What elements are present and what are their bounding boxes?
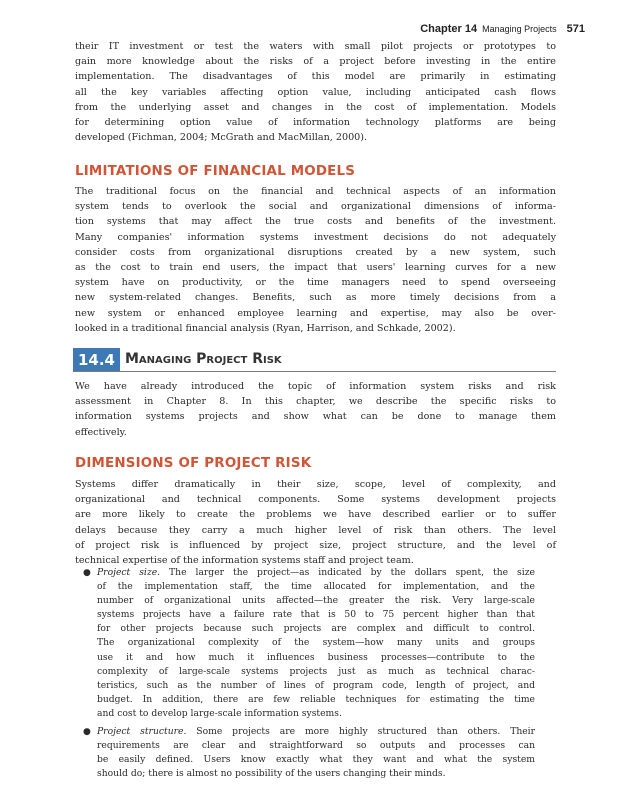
chapter-title: Managing Projects bbox=[482, 24, 557, 34]
text-line: their IT investment or test the waters with small pilot projects or prototypes to bbox=[75, 41, 556, 52]
text-line: system have on productivity, or the time managers need to spend overseeing bbox=[75, 277, 556, 289]
paragraph-limitations bbox=[75, 184, 556, 336]
bullet-lead: Project structure. bbox=[97, 726, 187, 738]
text-line: number of organizational units affected—the greater the risk. Very large-scale bbox=[97, 595, 535, 607]
text-line: teristics, such as the number of lines of program code, length of project, and bbox=[97, 679, 535, 691]
bullet-icon: ● bbox=[83, 568, 91, 578]
paragraph-section-intro bbox=[75, 379, 556, 440]
section-title: Managing Project Risk bbox=[125, 351, 282, 367]
text-line: budget. In addition, there are few reliable techniques for estimating the time bbox=[97, 693, 535, 705]
text-line: as the cost to train end users, the impact that users' learning curves for a new bbox=[75, 262, 556, 274]
text-line: are more likely to create the problems we have described earlier or to suffer bbox=[75, 509, 556, 521]
text-line: The traditional focus on the financial and technical aspects of an information bbox=[75, 186, 556, 197]
list-item-project-size bbox=[75, 566, 535, 721]
section-number: 14.4 bbox=[73, 348, 120, 372]
bullet-lead: Project size. bbox=[97, 567, 161, 578]
text-line: new system or enhanced employee learning and expertise, may also be over- bbox=[75, 307, 556, 319]
text-line: effectively. bbox=[75, 426, 127, 438]
text-line: systems projects have a failure rate that is 50 to 75 percent higher than that bbox=[97, 609, 535, 621]
text-line: delays because they carry a much higher level of risk than others. The level bbox=[75, 524, 556, 536]
heading-limitations-of-financial-models: LIMITATIONS OF FINANCIAL MODELS bbox=[75, 164, 356, 179]
text-line: gain more knowledge about the risks of a project before investing in the entire bbox=[75, 56, 556, 68]
text-line: information systems projects and show what can be done to manage them bbox=[75, 411, 556, 423]
section-rule bbox=[73, 371, 556, 372]
text-line: new system-related changes. Benefits, such as more timely decisions from a bbox=[75, 292, 556, 304]
text-line: organizational and technical components. Some systems development projects bbox=[75, 494, 556, 506]
bullet-first-line: The larger the project—as indicated by the dollars spent, the size bbox=[169, 567, 535, 578]
text-line bbox=[97, 566, 535, 580]
text-line: from the underlying asset and changes in the cost of implementation. Models bbox=[75, 101, 556, 113]
text-line: be easily defined. Users know exactly what they want and what the system bbox=[97, 754, 535, 766]
text-line: requirements are clear and straightforward so outputs and processes can bbox=[97, 740, 535, 752]
text-line: developed (Fichman, 2004; McGrath and MacMillan, 2000). bbox=[75, 132, 368, 144]
text-line: The organizational complexity of the system—how many units and groups bbox=[97, 637, 535, 649]
bullet-icon: ● bbox=[83, 727, 91, 738]
text-line: all the key variables affecting option value, including anticipated cash flows bbox=[75, 86, 556, 98]
text-line: of the implementation staff, the time allocated for implementation, and the bbox=[97, 581, 535, 593]
text-line: use it and how much it influences business processes—contribute to the bbox=[97, 651, 535, 663]
text-line: should do; there is almost no possibility of the users changing their minds. bbox=[97, 768, 446, 780]
text-line: complexity of large-scale systems projects just as much as technical charac- bbox=[97, 665, 535, 677]
text-line: tion systems that may affect the true costs and benefits of the investment. bbox=[75, 216, 556, 228]
text-line: technical expertise of the information systems staff and project team. bbox=[75, 555, 414, 567]
page-number: 571 bbox=[566, 23, 585, 35]
paragraph-dimensions bbox=[75, 477, 556, 568]
text-line bbox=[97, 725, 535, 739]
running-header bbox=[420, 23, 585, 35]
risk-factor-list bbox=[75, 566, 535, 781]
text-line: for determining option value of information technology platforms are being bbox=[75, 117, 556, 129]
bullet-first-line: Some projects are more highly structured than others. Their bbox=[196, 726, 536, 738]
heading-dimensions-of-project-risk: DIMENSIONS OF PROJECT RISK bbox=[75, 456, 312, 471]
text-line: for other projects because such projects are complex and difficult to control. bbox=[97, 623, 535, 635]
section-heading bbox=[73, 348, 556, 372]
paragraph-real-options bbox=[75, 39, 556, 145]
chapter-label: Chapter 14 bbox=[420, 23, 478, 35]
text-line: implementation. The disadvantages of this model are primarily in estimating bbox=[75, 71, 556, 83]
text-line: Systems differ dramatically in their size, scope, level of complexity, and bbox=[75, 479, 556, 490]
list-item-project-structure bbox=[75, 725, 535, 781]
text-line: of project risk is influenced by project size, project structure, and the level of bbox=[75, 539, 556, 551]
text-line: and cost to develop large-scale information systems. bbox=[97, 707, 342, 719]
text-line: assessment in Chapter 8. In this chapter, we describe the specific risks to bbox=[75, 396, 556, 408]
text-line: Many companies' information systems investment decisions do not adequately bbox=[75, 231, 556, 243]
text-line: system tends to overlook the social and organizational dimensions of informa- bbox=[75, 201, 556, 213]
text-line: We have already introduced the topic of information system risks and risk bbox=[75, 381, 556, 392]
text-line: looked in a traditional financial analysis (Ryan, Harrison, and Schkade, 2002). bbox=[75, 322, 456, 334]
text-line: consider costs from organizational disruptions created by a new system, such bbox=[75, 246, 556, 258]
